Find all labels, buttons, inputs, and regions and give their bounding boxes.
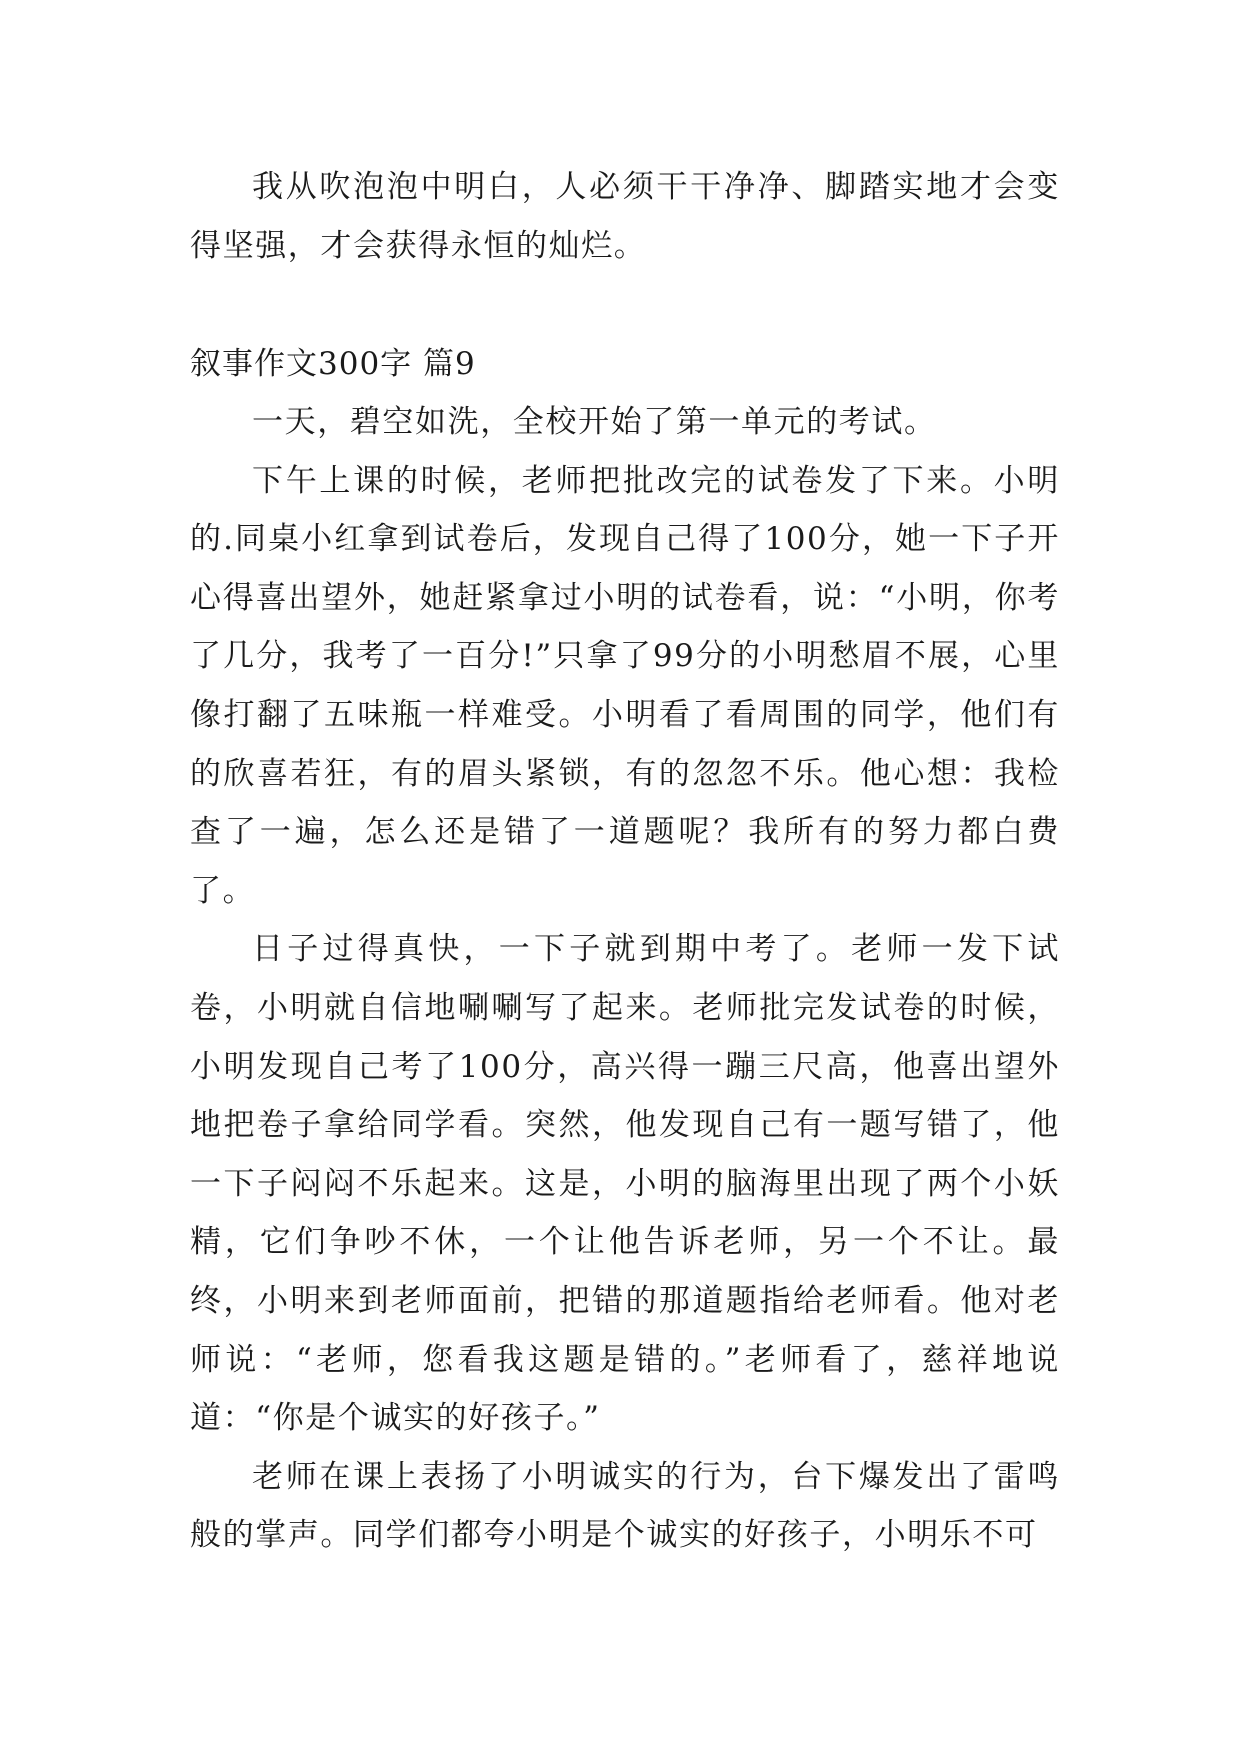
intro-text-block	[190, 158, 1060, 275]
body-paragraph: 一天，碧空如洗，全校开始了第一单元的考试。	[252, 404, 937, 440]
body-paragraph: 下午上课的时候，老师把批改完的试卷发了下来。小明的.同桌小红拿到试卷后，发现自己得了100分，她一下子开心得喜出望外，她赶紧拿过小明的试卷看，说：“小明，你考了几分，我考了一百分!”只拿了99分的小明愁眉不展，心里像打翻了五味瓶一样难受。小明看了看周围的同学，他们有的欣喜若狂，有的眉头紧锁，有的忽忽不乐。他心想：我检查了一遍，怎么还是错了一道题呢？我所有的努力都白费了。	[190, 462, 1060, 909]
intro-paragraph: 我从吹泡泡中明白，人必须干干净净、脚踏实地才会变得坚强，才会获得永恒的灿烂。	[190, 169, 1060, 264]
section-body	[190, 393, 1060, 1565]
body-paragraph: 日子过得真快，一下子就到期中考了。老师一发下试卷，小明就自信地唰唰写了起来。老师批完发试卷的时候，小明发现自己考了100分，高兴得一蹦三尺高，他喜出望外地把卷子拿给同学看。突然，他发现自己有一题写错了，他一下子闷闷不乐起来。这是，小明的脑海里出现了两个小妖精，它们争吵不休，一个让他告诉老师，另一个不让。最终，小明来到老师面前，把错的那道题指给老师看。他对老师说：“老师，您看我这题是错的。”老师看了，慈祥地说道：“你是个诚实的好孩子。”	[190, 931, 1060, 1437]
body-paragraph: 老师在课上表扬了小明诚实的行为，台下爆发出了雷鸣般的掌声。同学们都夸小明是个诚实的好孩子，小明乐不可	[190, 1458, 1060, 1554]
section-heading: 叙事作文300字 篇9	[190, 346, 476, 382]
